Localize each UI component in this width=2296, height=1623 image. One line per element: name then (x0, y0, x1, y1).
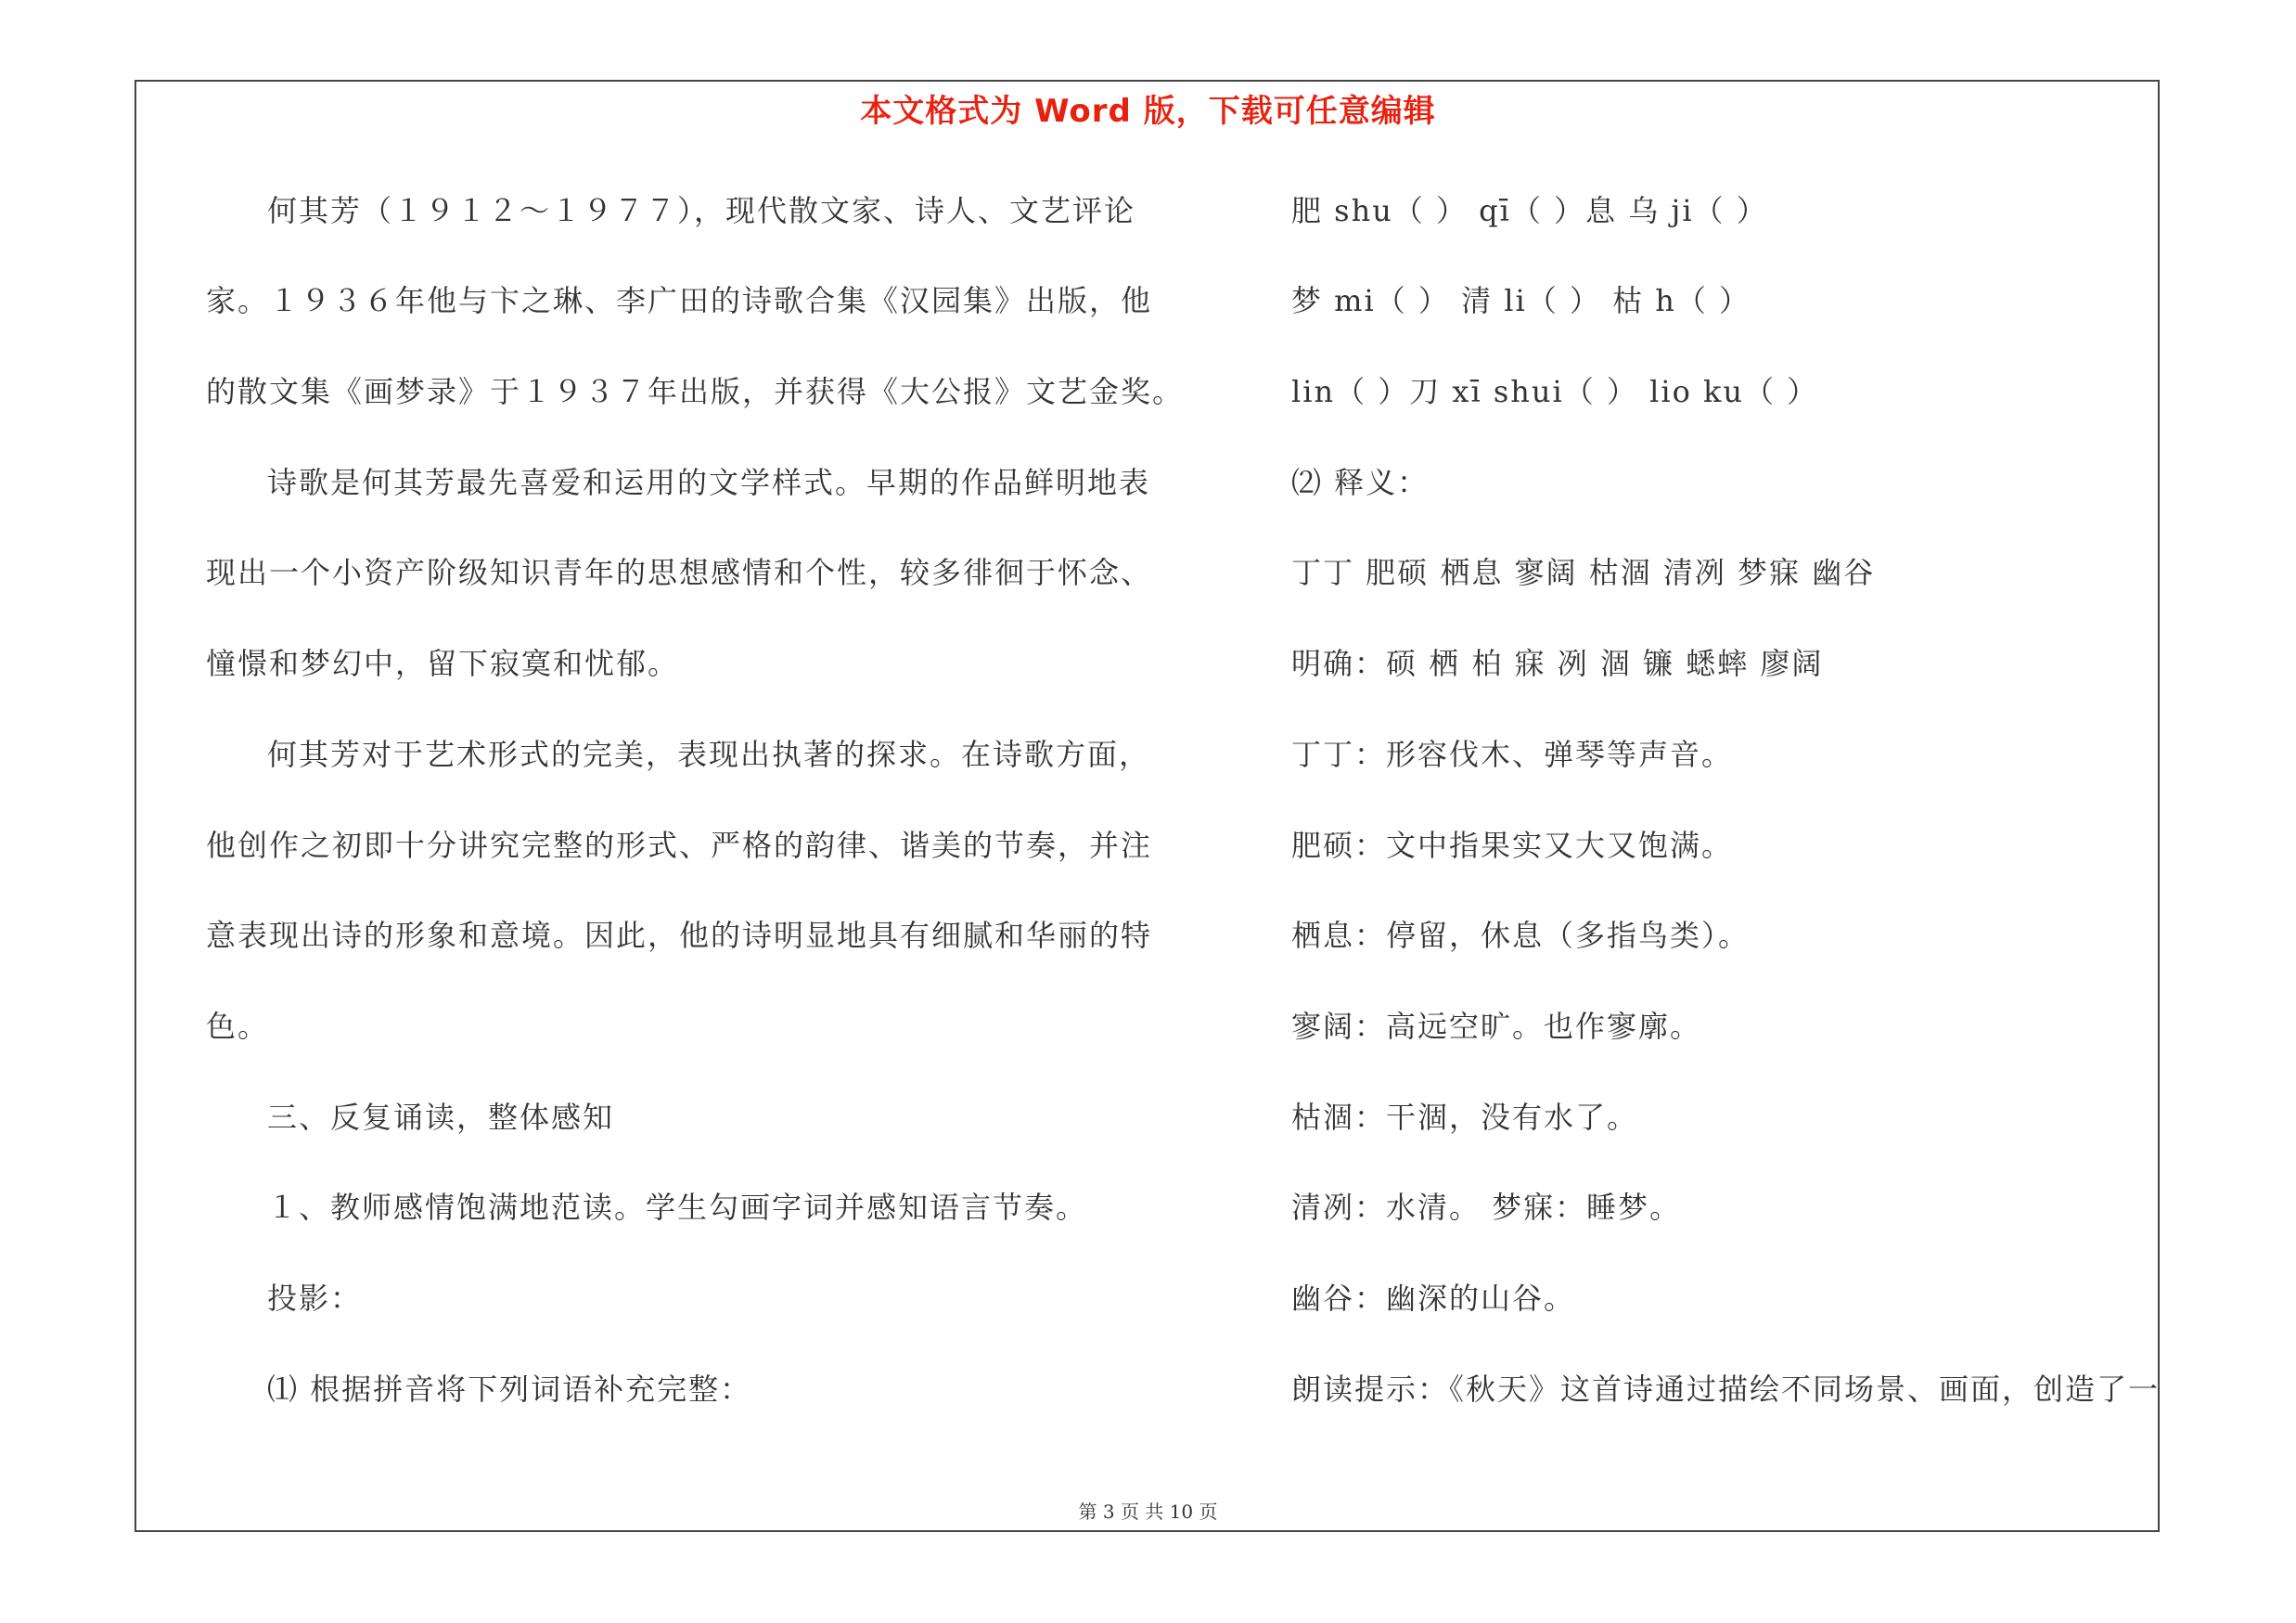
text-line: 丁丁 肥硕 栖息 寥阔 枯涸 清冽 梦寐 幽谷 (1291, 555, 1876, 590)
text-line: 诗歌是何其芳最先喜爱和运用的文学样式。早期的作品鲜明地表 (267, 465, 1151, 500)
text-line: 的散文集《画梦录》于１９３７年出版，并获得《大公报》文艺金奖。 (206, 374, 1185, 409)
text-line: 家。１９３６年他与卞之琳、李广田的诗歌合集《汉园集》出版，他 (206, 283, 1153, 318)
text-line: 何其芳（１９１２～１９７７），现代散文家、诗人、文艺评论 (267, 193, 1136, 228)
text-line: 朗读提示：《秋天》这首诗通过描绘不同场景、画面，创造了一 (1291, 1372, 2161, 1407)
text-line: 清冽：水清。 梦寐：睡梦。 (1291, 1190, 1682, 1225)
text-line: 色。 (206, 1009, 270, 1044)
text-line: 幽谷：幽深的山谷。 (1291, 1281, 1576, 1316)
text-line: 肥硕：文中指果实又大又饱满。 (1291, 828, 1734, 863)
text-line: 明确：硕 栖 柏 寐 冽 涸 镰 蟋蟀 廖阔 (1291, 646, 1824, 681)
format-banner: 本文格式为 Word 版，下载可任意编辑 (860, 93, 1436, 130)
text-line: 何其芳对于艺术形式的完美，表现出执著的探求。在诗歌方面， (267, 737, 1151, 772)
page-number: 第 3 页 共 10 页 (1078, 1501, 1218, 1523)
pinyin-line: 肥 shu（ ） qī（ ）息 乌 ji（ ） (1291, 193, 1768, 228)
text-line: 寥阔：高远空旷。也作寥廓。 (1291, 1009, 1702, 1044)
pinyin-line: 梦 mi（ ） 清 li（ ） 枯 h（ ） (1291, 283, 1751, 318)
text-line: ⑵ 释义： (1291, 465, 1430, 500)
pinyin-line: lin（ ）刀 xī shui（ ） lio ku（ ） (1291, 374, 1819, 409)
section-heading: 三、反复诵读，整体感知 (267, 1100, 615, 1135)
text-line: 栖息：停留，休息（多指鸟类）。 (1291, 918, 1751, 953)
text-line: 意表现出诗的形象和意境。因此，他的诗明显地具有细腻和华丽的特 (206, 918, 1153, 953)
text-line: 丁丁：形容伐木、弹琴等声音。 (1291, 737, 1734, 772)
text-line: 憧憬和梦幻中，留下寂寞和忧郁。 (206, 646, 680, 681)
text-line: 枯涸：干涸，没有水了。 (1291, 1100, 1639, 1135)
text-line: 现出一个小资产阶级知识青年的思想感情和个性，较多徘徊于怀念、 (206, 555, 1153, 590)
text-line: 投影： (267, 1281, 363, 1316)
text-line: 他创作之初即十分讲究完整的形式、严格的韵律、谐美的节奏，并注 (206, 828, 1153, 863)
text-line: ⑴ 根据拼音将下列词语补充完整： (267, 1372, 752, 1407)
text-line: １、教师感情饱满地范读。学生勾画字词并感知语言节奏。 (267, 1190, 1088, 1225)
